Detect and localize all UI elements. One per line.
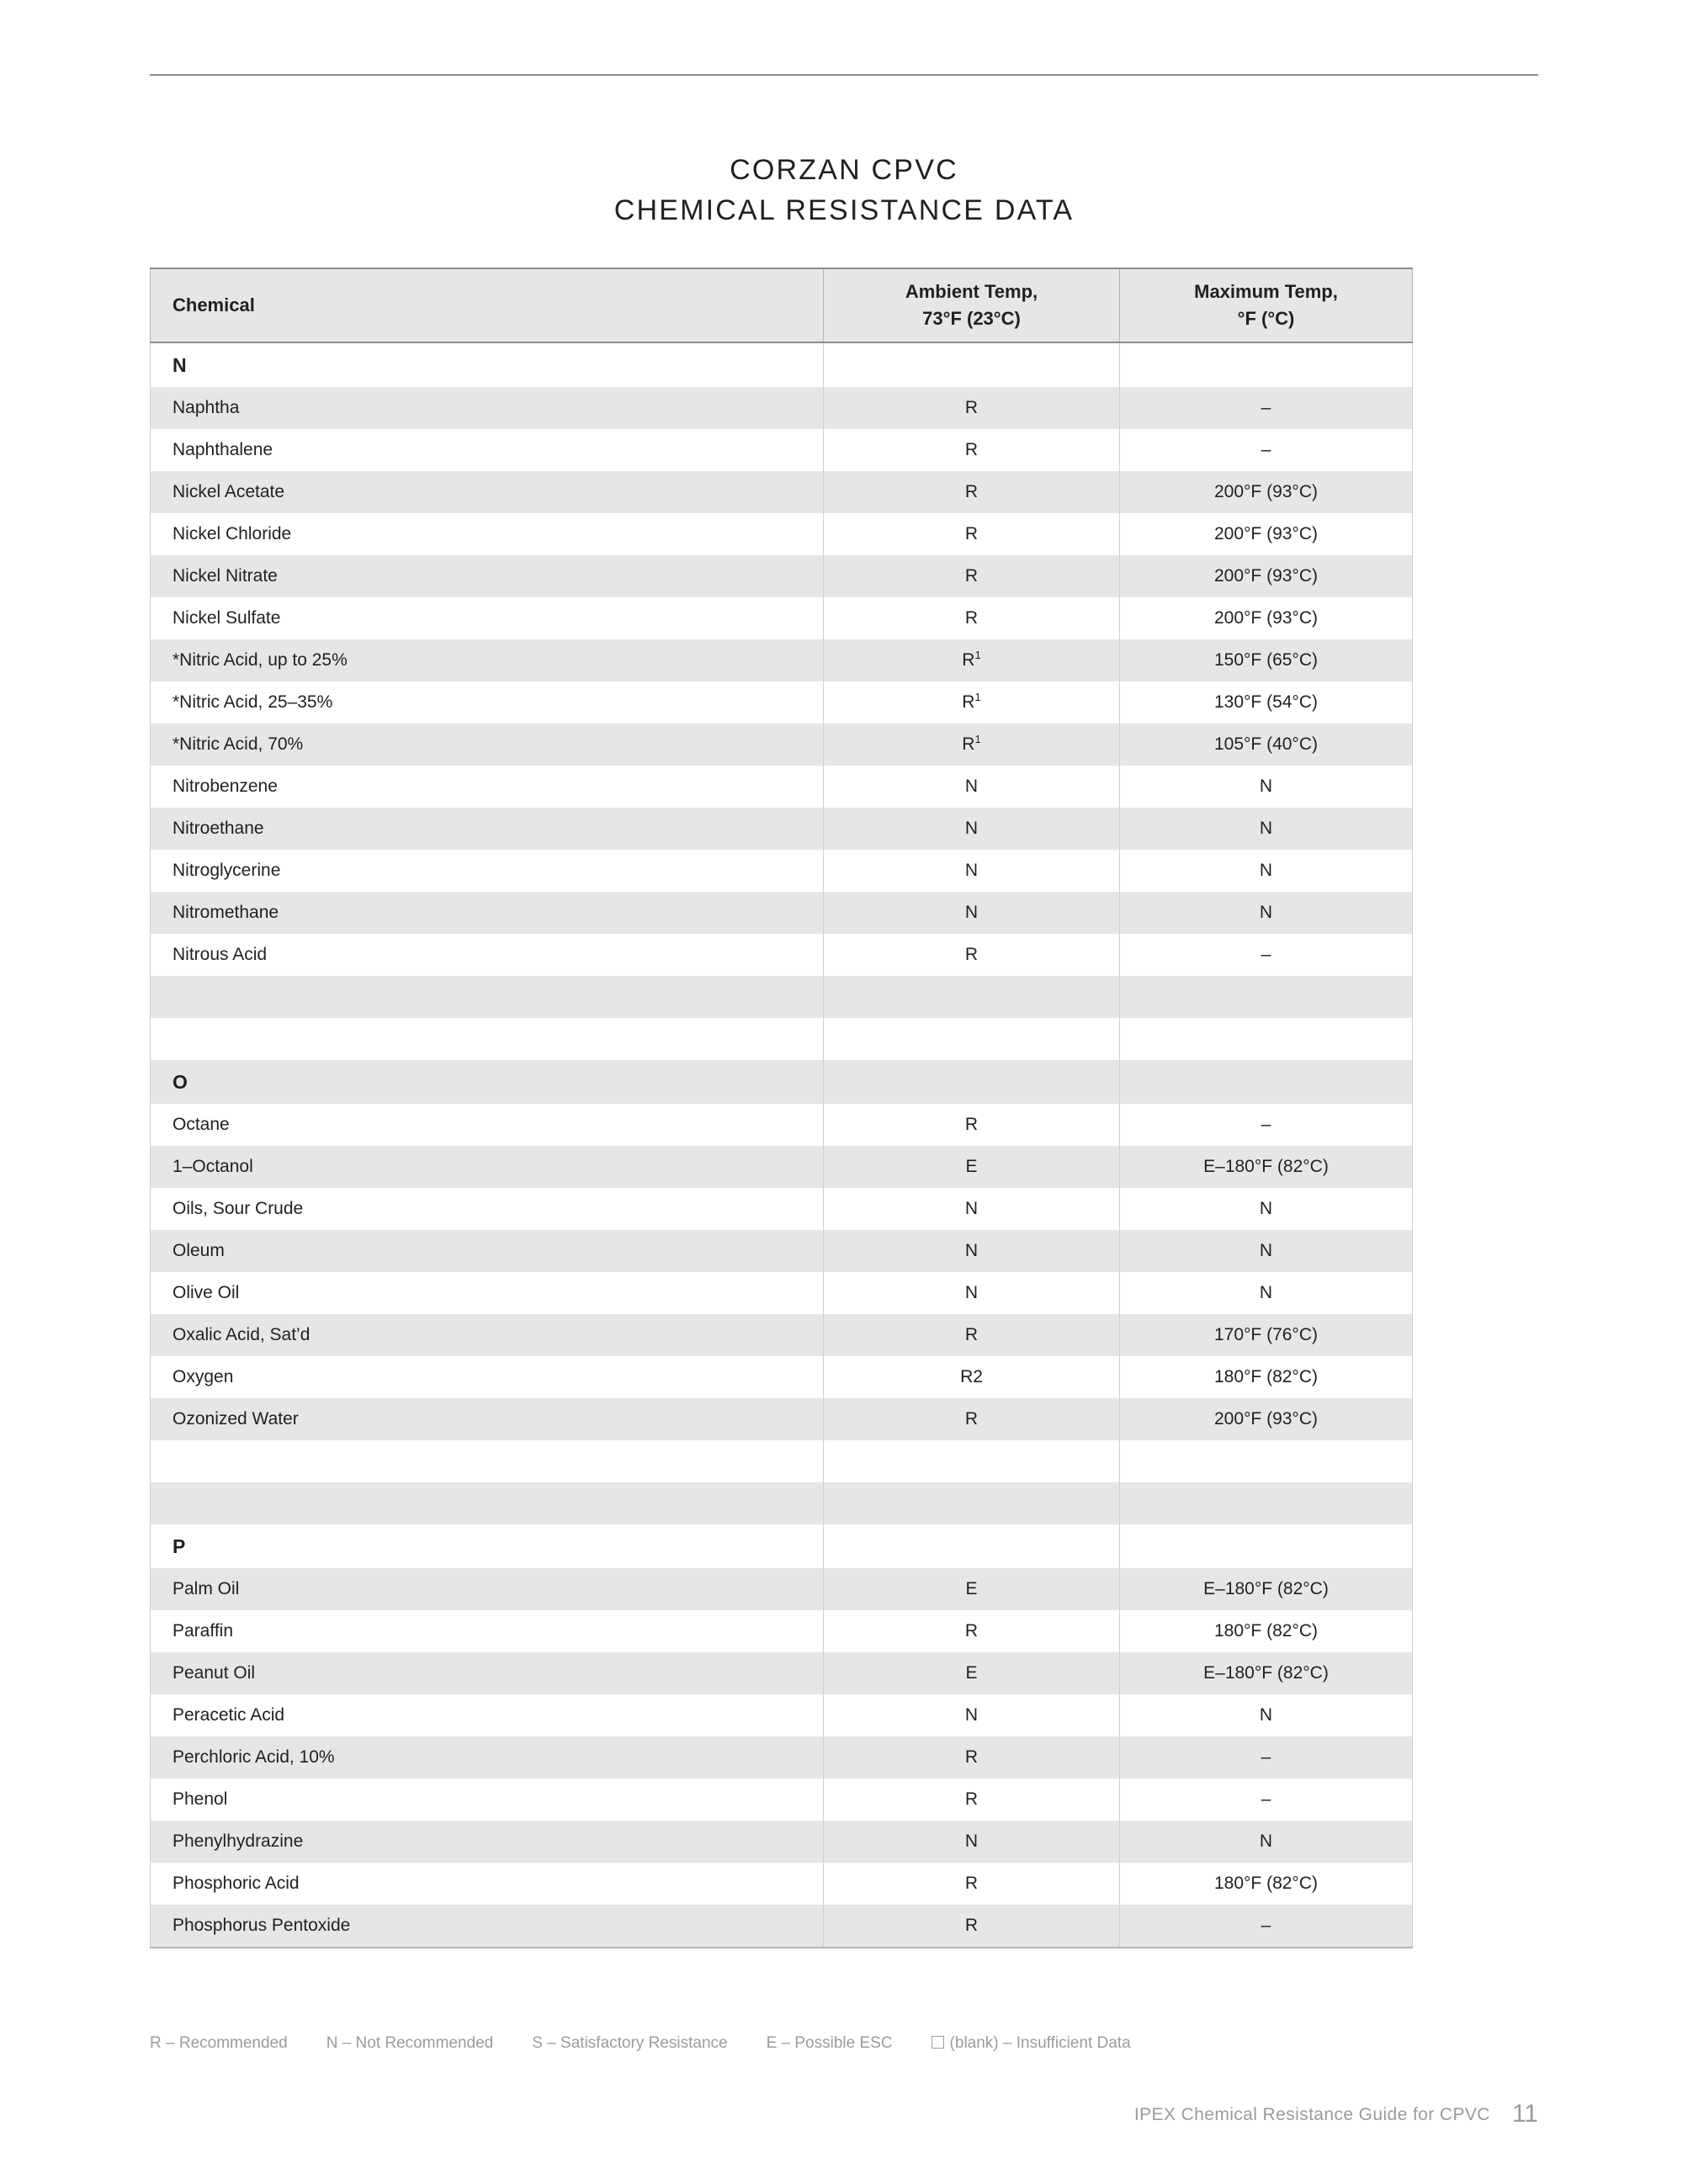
title-line-2: CHEMICAL RESISTANCE DATA [613, 194, 1075, 226]
cell-chemical-name: Phenylhydrazine [151, 1821, 824, 1863]
table-row [151, 555, 1413, 597]
column-header-chemical: Chemical [151, 268, 824, 342]
cell-ambient-rating [824, 342, 1120, 387]
cell-chemical-name: 1–Octanol [151, 1146, 824, 1188]
cell-ambient-rating: R [824, 513, 1120, 555]
cell-ambient-rating: R [824, 1736, 1120, 1778]
chemical-resistance-table-container [150, 268, 1412, 1948]
cell-ambient-rating: E [824, 1652, 1120, 1694]
cell-ambient-rating: R [824, 555, 1120, 597]
footer-page-number: 11 [1511, 2100, 1538, 2128]
cell-maximum-temp: 200°F (93°C) [1120, 1398, 1413, 1440]
cell-maximum-temp: N [1120, 850, 1413, 892]
cell-maximum-temp: N [1120, 1821, 1413, 1863]
cell-chemical-name: Phosphoric Acid [151, 1863, 824, 1905]
cell-ambient-rating: N [824, 1230, 1120, 1272]
cell-ambient-rating: R [824, 934, 1120, 976]
table-spacer-row [151, 1440, 1413, 1482]
table-row [151, 429, 1413, 471]
cell-maximum-temp [1120, 1060, 1413, 1104]
cell-maximum-temp: N [1120, 1230, 1413, 1272]
cell-ambient-rating: E [824, 1146, 1120, 1188]
cell-chemical-name: Nickel Sulfate [151, 597, 824, 639]
cell-ambient-rating: R [824, 429, 1120, 471]
cell-ambient-rating [824, 1440, 1120, 1482]
legend-item-blank-label: (blank) – Insufficient Data [949, 2034, 1131, 2052]
cell-maximum-temp: 200°F (93°C) [1120, 471, 1413, 513]
page-footer [1134, 2100, 1538, 2128]
cell-maximum-temp: – [1120, 934, 1413, 976]
cell-ambient-rating: N [824, 1694, 1120, 1736]
cell-ambient-rating: R [824, 597, 1120, 639]
cell-chemical-name: *Nitric Acid, up to 25% [151, 639, 824, 681]
table-row [151, 724, 1413, 766]
table-row [151, 1736, 1413, 1778]
cell-chemical-name: Naphtha [151, 387, 824, 429]
cell-ambient-rating [824, 1018, 1120, 1060]
table-row [151, 1272, 1413, 1314]
cell-chemical-name: Nitromethane [151, 892, 824, 934]
table-section-header-row [151, 342, 1413, 387]
cell-maximum-temp [1120, 1440, 1413, 1482]
maximum-header-line-1: Maximum Temp, [1194, 281, 1338, 302]
table-row [151, 1104, 1413, 1146]
cell-maximum-temp: 200°F (93°C) [1120, 597, 1413, 639]
legend-item: R – Recommended [150, 2034, 288, 2052]
cell-chemical-name: Nickel Chloride [151, 513, 824, 555]
cell-chemical-name: Oxalic Acid, Sat’d [151, 1314, 824, 1356]
column-header-maximum-temp [1120, 268, 1413, 342]
cell-chemical-name: Oils, Sour Crude [151, 1188, 824, 1230]
cell-chemical-name: Octane [151, 1104, 824, 1146]
cell-chemical-name: Nitrobenzene [151, 766, 824, 808]
table-row [151, 1398, 1413, 1440]
footnote-marker: 1 [974, 691, 981, 703]
cell-maximum-temp: – [1120, 1104, 1413, 1146]
cell-chemical-name: Phosphorus Pentoxide [151, 1905, 824, 1948]
header-divider [150, 74, 1538, 76]
table-row [151, 1146, 1413, 1188]
cell-maximum-temp: N [1120, 766, 1413, 808]
column-header-ambient-temp [824, 268, 1120, 342]
cell-ambient-rating: R [824, 387, 1120, 429]
page-title [0, 150, 1688, 231]
cell-ambient-rating: N [824, 892, 1120, 934]
cell-maximum-temp: 200°F (93°C) [1120, 513, 1413, 555]
footer-guide-title: IPEX Chemical Resistance Guide for CPVC [1133, 2105, 1490, 2124]
cell-maximum-temp [1120, 1482, 1413, 1524]
table-row [151, 1821, 1413, 1863]
blank-square-icon [932, 2036, 944, 2049]
cell-chemical-name: Nickel Acetate [151, 471, 824, 513]
legend-item-blank [932, 2034, 1131, 2053]
cell-ambient-rating: N [824, 766, 1120, 808]
table-row [151, 1694, 1413, 1736]
table-header [151, 268, 1413, 342]
table-spacer-row [151, 1482, 1413, 1524]
cell-chemical-name: Nitroethane [151, 808, 824, 850]
cell-chemical-name [151, 1482, 824, 1524]
table-row [151, 1188, 1413, 1230]
cell-ambient-rating: R [824, 1778, 1120, 1821]
cell-maximum-temp: 180°F (82°C) [1120, 1863, 1413, 1905]
cell-maximum-temp: 170°F (76°C) [1120, 1314, 1413, 1356]
table-row [151, 1610, 1413, 1652]
cell-chemical-name: Paraffin [151, 1610, 824, 1652]
cell-maximum-temp: – [1120, 429, 1413, 471]
cell-ambient-rating: R [824, 1610, 1120, 1652]
cell-ambient-rating: N [824, 850, 1120, 892]
legend-item: N – Not Recommended [326, 2034, 494, 2052]
table-row [151, 639, 1413, 681]
legend [150, 2034, 1538, 2053]
section-letter: N [151, 342, 824, 387]
cell-chemical-name: Peracetic Acid [151, 1694, 824, 1736]
cell-ambient-rating: N [824, 1188, 1120, 1230]
table-row [151, 1230, 1413, 1272]
table-row [151, 808, 1413, 850]
cell-chemical-name: *Nitric Acid, 70% [151, 724, 824, 766]
cell-maximum-temp: – [1120, 387, 1413, 429]
cell-maximum-temp [1120, 342, 1413, 387]
cell-chemical-name: Ozonized Water [151, 1398, 824, 1440]
table-row [151, 513, 1413, 555]
table-row [151, 471, 1413, 513]
cell-chemical-name [151, 976, 824, 1018]
table-section-header-row [151, 1524, 1413, 1568]
cell-maximum-temp: N [1120, 892, 1413, 934]
cell-chemical-name: Perchloric Acid, 10% [151, 1736, 824, 1778]
table-row [151, 1652, 1413, 1694]
cell-maximum-temp: E–180°F (82°C) [1120, 1146, 1413, 1188]
cell-chemical-name: Phenol [151, 1778, 824, 1821]
cell-maximum-temp: – [1120, 1905, 1413, 1948]
cell-maximum-temp: 180°F (82°C) [1120, 1610, 1413, 1652]
cell-ambient-rating: N [824, 1821, 1120, 1863]
cell-ambient-rating [824, 1060, 1120, 1104]
table-row [151, 387, 1413, 429]
section-letter: P [151, 1524, 824, 1568]
cell-maximum-temp: 200°F (93°C) [1120, 555, 1413, 597]
section-letter: O [151, 1060, 824, 1104]
cell-maximum-temp: – [1120, 1778, 1413, 1821]
footnote-marker: 1 [974, 649, 981, 661]
cell-maximum-temp: N [1120, 1694, 1413, 1736]
cell-chemical-name: Nickel Nitrate [151, 555, 824, 597]
footnote-marker: 1 [974, 733, 981, 745]
table-row [151, 766, 1413, 808]
table-row [151, 850, 1413, 892]
cell-chemical-name: Oxygen [151, 1356, 824, 1398]
cell-ambient-rating: $R^1$ [824, 724, 1120, 766]
cell-ambient-rating: N [824, 1272, 1120, 1314]
cell-maximum-temp: N [1120, 808, 1413, 850]
table-row [151, 1356, 1413, 1398]
cell-maximum-temp: – [1120, 1736, 1413, 1778]
legend-item: E – Possible ESC [766, 2034, 893, 2052]
cell-chemical-name: Naphthalene [151, 429, 824, 471]
cell-ambient-rating [824, 976, 1120, 1018]
cell-chemical-name: *Nitric Acid, 25–35% [151, 681, 824, 724]
cell-ambient-rating: R [824, 1314, 1120, 1356]
maximum-header-line-2: °F (°C) [1237, 308, 1295, 329]
table-header-row [151, 268, 1413, 342]
cell-ambient-rating: R [824, 471, 1120, 513]
table-row [151, 1778, 1413, 1821]
cell-maximum-temp [1120, 1018, 1413, 1060]
cell-maximum-temp [1120, 976, 1413, 1018]
cell-maximum-temp: E–180°F (82°C) [1120, 1568, 1413, 1610]
cell-chemical-name: Nitroglycerine [151, 850, 824, 892]
cell-ambient-rating: N [824, 808, 1120, 850]
ambient-header-line-2: 73°F (23°C) [922, 308, 1021, 329]
table-row [151, 597, 1413, 639]
table-row [151, 681, 1413, 724]
ambient-header-line-1: Ambient Temp, [905, 281, 1038, 302]
cell-ambient-rating: R [824, 1905, 1120, 1948]
table-row [151, 1314, 1413, 1356]
cell-ambient-rating: $R^1$ [824, 639, 1120, 681]
cell-ambient-rating: R [824, 1398, 1120, 1440]
cell-maximum-temp: 130°F (54°C) [1120, 681, 1413, 724]
table-section-header-row [151, 1060, 1413, 1104]
cell-maximum-temp: N [1120, 1272, 1413, 1314]
chemical-resistance-table [150, 268, 1413, 1948]
table-row [151, 934, 1413, 976]
cell-chemical-name: Olive Oil [151, 1272, 824, 1314]
table-row [151, 1905, 1413, 1948]
cell-chemical-name: Oleum [151, 1230, 824, 1272]
cell-ambient-rating: E [824, 1568, 1120, 1610]
cell-ambient-rating: $R^1$ [824, 681, 1120, 724]
cell-maximum-temp: 150°F (65°C) [1120, 639, 1413, 681]
cell-chemical-name [151, 1018, 824, 1060]
cell-maximum-temp: 105°F (40°C) [1120, 724, 1413, 766]
cell-chemical-name [151, 1440, 824, 1482]
cell-maximum-temp: N [1120, 1188, 1413, 1230]
table-spacer-row [151, 1018, 1413, 1060]
cell-maximum-temp: E–180°F (82°C) [1120, 1652, 1413, 1694]
cell-ambient-rating [824, 1482, 1120, 1524]
title-line-1: CORZAN CPVC [730, 154, 958, 186]
cell-chemical-name: Peanut Oil [151, 1652, 824, 1694]
legend-item: S – Satisfactory Resistance [532, 2034, 728, 2052]
cell-ambient-rating: R2 [824, 1356, 1120, 1398]
table-spacer-row [151, 976, 1413, 1018]
table-row [151, 1568, 1413, 1610]
cell-ambient-rating [824, 1524, 1120, 1568]
table-row [151, 892, 1413, 934]
table-body [151, 342, 1413, 1948]
cell-chemical-name: Nitrous Acid [151, 934, 824, 976]
cell-ambient-rating: R [824, 1104, 1120, 1146]
cell-chemical-name: Palm Oil [151, 1568, 824, 1610]
cell-ambient-rating: R [824, 1863, 1120, 1905]
table-row [151, 1863, 1413, 1905]
cell-maximum-temp [1120, 1524, 1413, 1568]
cell-maximum-temp: 180°F (82°C) [1120, 1356, 1413, 1398]
